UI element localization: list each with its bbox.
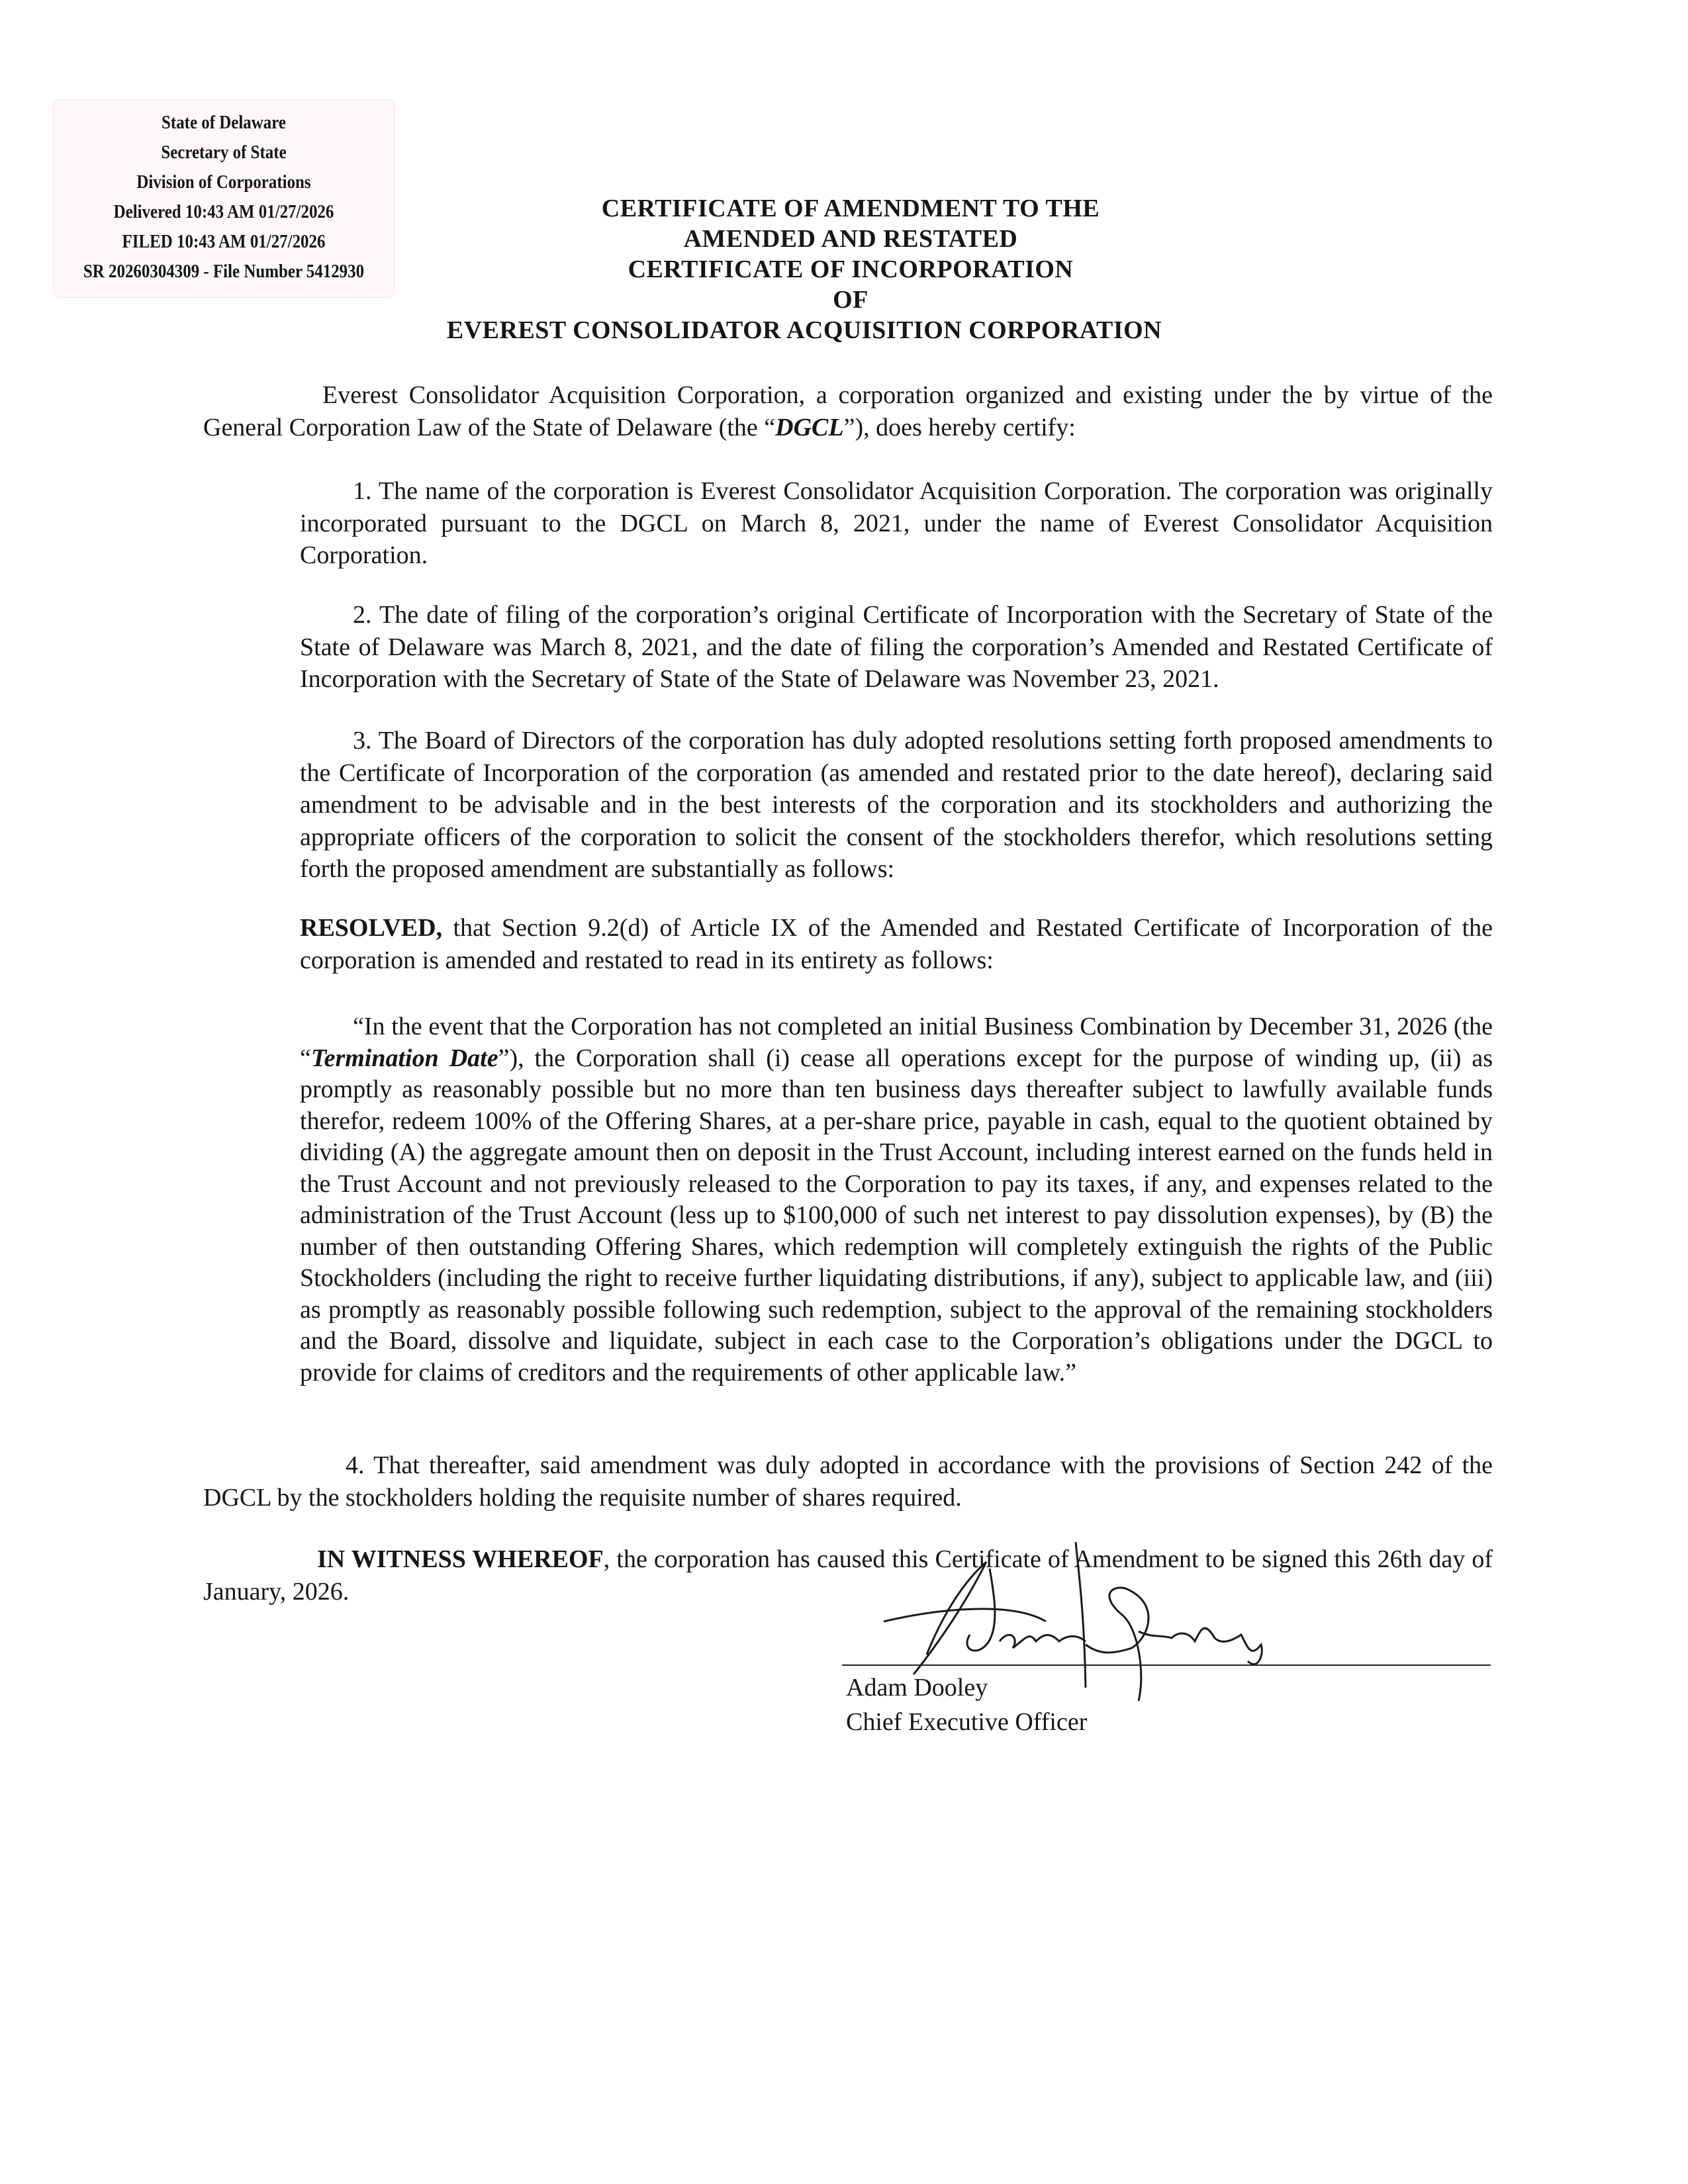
stamp-line: FILED 10:43 AM 01/27/2026 (122, 231, 326, 252)
title-line: CERTIFICATE OF INCORPORATION (628, 255, 1074, 283)
stamp-line: State of Delaware (162, 112, 286, 133)
intro-text: Everest Consolidator Acquisition Corporation, a corporation organized and existing under the by virtue of the General Corporation Law of the State of Delaware (the “ (203, 381, 1493, 441)
stamp-line: SR 20260304309 - File Number 5412930 (83, 261, 365, 282)
paragraph-2: 2. The date of filing of the corporation’s original Certificate of Incorporation with the Secretary of State of the State of Delaware was March 8, 2021, and the date of filing the corporation’s Amended and Restated Certificate of Incorporation with the Secretary of State of the State of Delaware was November 23, 2021. (300, 601, 1493, 693)
resolved-paragraph (300, 912, 1493, 976)
signature-block (846, 1670, 1087, 1739)
stamp-line: Secretary of State (161, 142, 287, 163)
title-line: AMENDED AND RESTATED (683, 225, 1018, 253)
title-line: OF (833, 286, 868, 314)
paragraph-3: 3. The Board of Directors of the corporation has duly adopted resolutions setting forth proposed amendments to the Certificate of Incorporation of the corporation (as amended and restated prior to the date hereof), declaring said amendment to be advisable and in the best interests of the corporation and its stockholders and authorizing the appropriate officers of the corporation to solicit the consent of the stockholders therefor, which resolutions setting forth the proposed amendment are substantially as follows: (300, 727, 1493, 883)
document-title (0, 193, 1688, 345)
paragraph-4: 4. That thereafter, said amendment was duly adopted in accordance with the provisions of Section 242 of the DGCL by the stockholders holding the requisite number of shares required. (203, 1451, 1493, 1512)
intro-paragraph (203, 379, 1493, 443)
witness-label: IN WITNESS WHEREOF (317, 1545, 604, 1573)
title-line: CERTIFICATE OF AMENDMENT TO THE (601, 195, 1100, 222)
signer-title: Chief Executive Officer (846, 1708, 1088, 1736)
quoted-amendment (300, 1011, 1493, 1388)
stamp-line: Division of Corporations (136, 171, 311, 193)
intro-text-end: ”), does hereby certify: (843, 413, 1076, 441)
quote-text: “In the event that the Corporation has not completed an initial Business Combination by December 31, 2026 (the “ (300, 1013, 1493, 1072)
signer-name: Adam Dooley (846, 1674, 988, 1702)
witness-text: , the corporation has caused this Certificate of Amendment to be signed this 26th day of January, 2026. (203, 1545, 1493, 1606)
signature-line (842, 1664, 1491, 1666)
termination-date-term: Termination Date (310, 1044, 498, 1072)
paragraph-1: 1. The name of the corporation is Everest Consolidator Acquisition Corporation. The corporation was originally incorporated pursuant to the DGCL on March 8, 2021, under the name of Everest Consolidator Acquisition Corporation. (300, 477, 1493, 569)
quote-text-end: ”), the Corporation shall (i) cease all operations except for the purpose of winding up, (ii) as promptly as reasonably possible but no more than ten business days thereafter subject to lawfully available funds therefor, redeem 100% of the Offering Shares, at a per-share price, payable in cash, equal to the quotient obtained by dividing (A) the aggregate amount then on deposit in the Trust Account, including interest earned on the funds held in the Trust Account and not previously released to the Corporation to pay its taxes, if any, and expenses related to the administration of the Trust Account (less up to $100,000 of such net interest to pay dissolution expenses), by (B) the number of then outstanding Offering Shares, which redemption will completely extinguish the rights of the Public Stockholders (including the right to receive further liquidating distributions, if any), subject to applicable law, and (iii) as promptly as reasonably possible following such redemption, subject to the approval of the remaining stockholders and the Board, dissolve and liquidate, subject in each case to the Corporation’s obligations under the DGCL to provide for claims of creditors and the requirements of other applicable law.” (300, 1044, 1493, 1387)
dgcl-term: DGCL (775, 413, 844, 441)
resolved-text: that Section 9.2(d) of Article IX of the Amended and Restated Certificate of Incorporation of the corporation is amended and restated to read in its entirety as follows: (300, 914, 1493, 974)
title-line: EVEREST CONSOLIDATOR ACQUISITION CORPORATION (446, 316, 1162, 344)
resolved-label: RESOLVED, (300, 914, 443, 942)
stamp-line: Delivered 10:43 AM 01/27/2026 (113, 201, 334, 222)
